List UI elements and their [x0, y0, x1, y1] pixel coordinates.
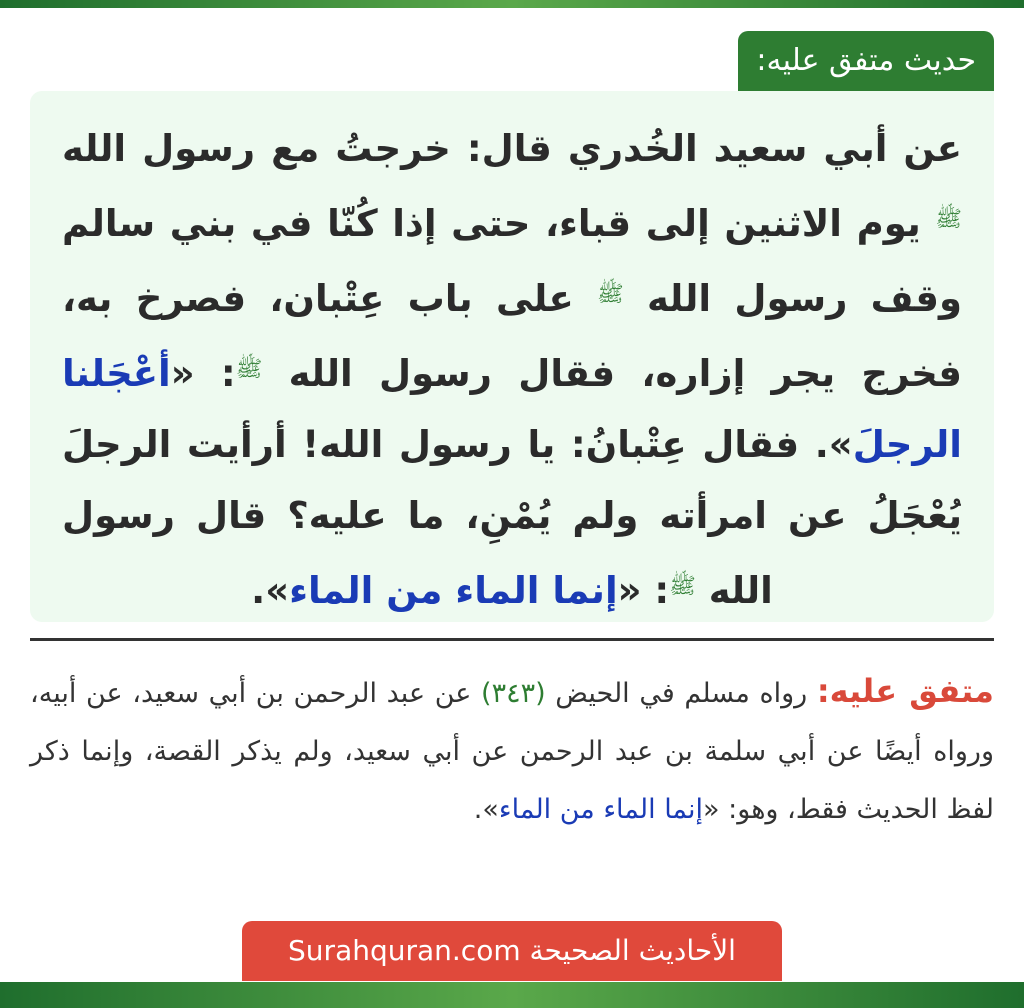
- bottom-decorative-bar: [0, 982, 1024, 1008]
- prophet-quote-2: إنما الماء من الماء: [289, 569, 618, 612]
- hadith-part-2: يوم الاثنين إلى قباء، حتى إذا كُنّا في بني سالم وقف رسول الله: [62, 202, 962, 320]
- commentary-text-1: رواه مسلم في الحيض: [555, 678, 808, 709]
- commentary-text-2: عن عبد الرحمن بن أبي سعيد، عن أبيه، ورواه أيضًا عن أبي سلمة بن عبد الرحمن عن أبي سعيد، ولم يذكر القصة، وإنما ذكر لفظ الحديث فقط، وهو: «: [30, 678, 994, 825]
- hadith-quote-close: ».: [251, 569, 290, 612]
- hadith-type-label: حديث متفق عليه:: [738, 31, 994, 91]
- hadith-part-5: ». فقال عِتْبانُ: يا رسول الله! أرأيت الرجلَ يُعْجَلُ عن امرأته ولم يُمْنِ، ما عليه؟ قال رسول الله: [62, 423, 962, 612]
- top-decorative-bar: [0, 0, 1024, 8]
- section-divider: [30, 638, 994, 641]
- hadith-box: [30, 91, 994, 622]
- salawat-mark: ﷺ: [597, 282, 624, 307]
- salawat-mark: ﷺ: [935, 207, 962, 232]
- prophet-quote-1: أعْجَلنا الرجلَ: [62, 352, 962, 466]
- hadith-part-1: عن أبي سعيد الخُدري قال: خرجتُ مع رسول الله: [62, 127, 962, 170]
- commentary-quote: إنما الماء من الماء: [498, 794, 704, 825]
- hadith-quote-open-2: : «: [617, 569, 670, 612]
- hadith-part-3: على باب عِتْبان، فصرخ به، فخرج يجر إزاره، فقال رسول الله: [62, 277, 962, 395]
- commentary-end: ».: [473, 794, 499, 825]
- salawat-mark: ﷺ: [235, 357, 263, 382]
- hadith-text: [62, 113, 962, 626]
- reference-number: (٣٤٣): [481, 678, 546, 709]
- salawat-mark: ﷺ: [669, 574, 696, 599]
- agreed-upon-label: متفق عليه:: [816, 672, 994, 710]
- hadith-quote-open: : «: [170, 352, 236, 395]
- site-brand-badge: الأحاديث الصحيحة Surahquran.com: [242, 921, 782, 981]
- commentary: [30, 662, 994, 839]
